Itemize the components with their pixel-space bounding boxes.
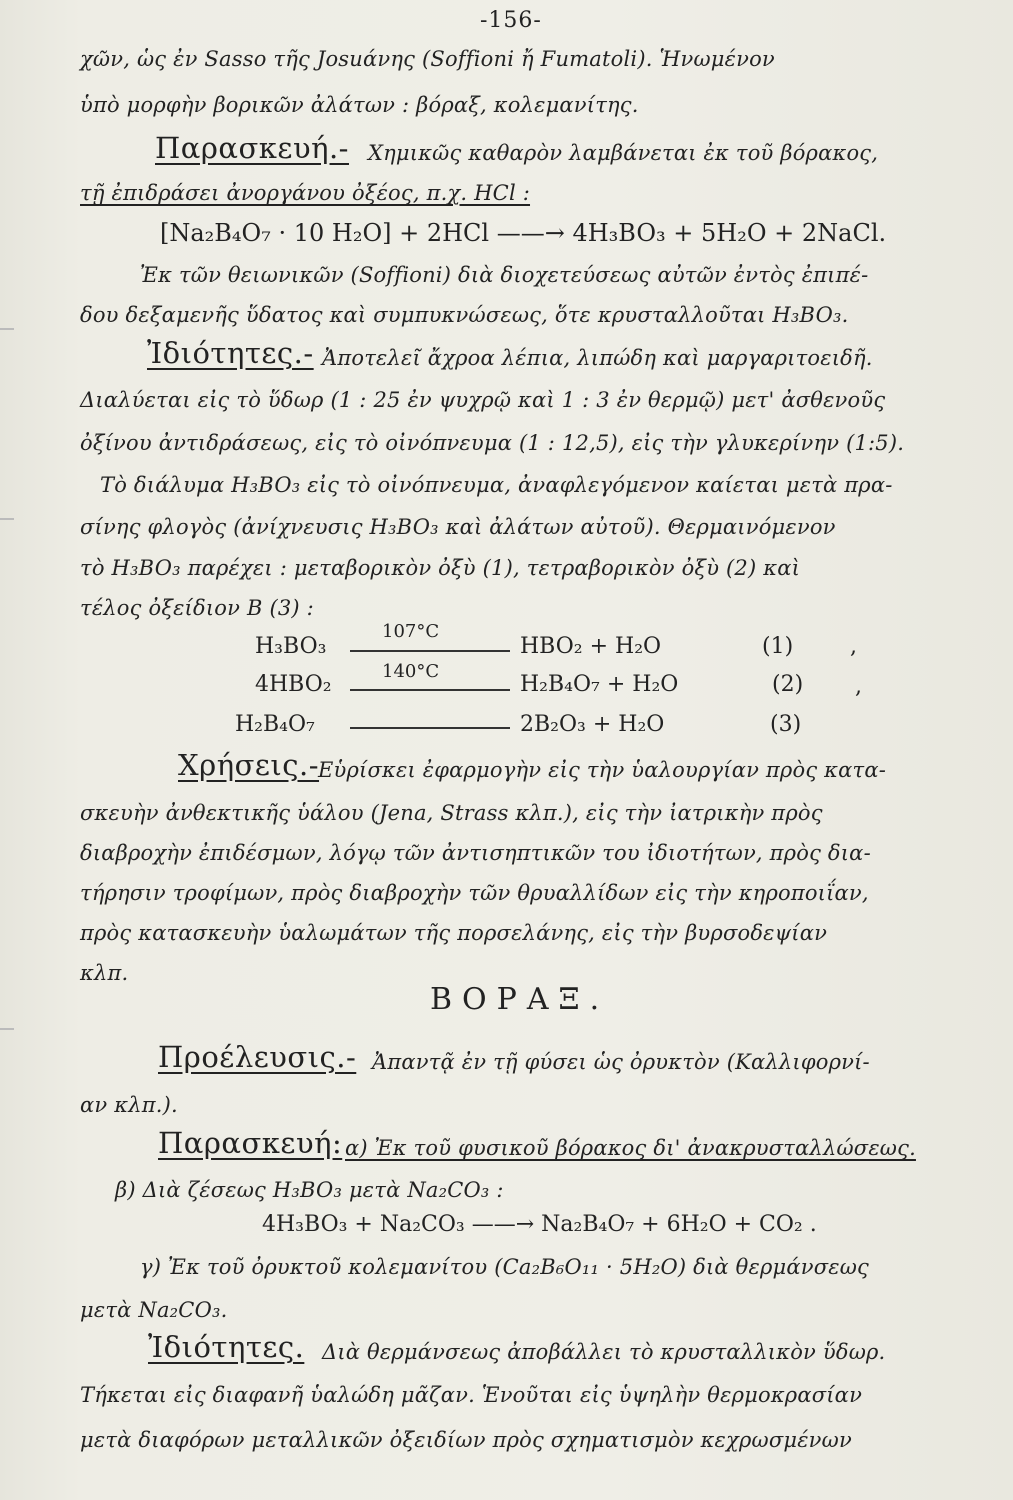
text-line: τῇ ἐπιδράσει ἀνοργάνου ὀξέος, π.χ. HCl : bbox=[80, 181, 531, 205]
text-line: σκευὴν ἀνθεκτικῆς ὑάλου (Jena, Strass κλπ.), εἰς τὴν ἰατρικὴν πρὸς bbox=[80, 801, 823, 825]
text-line: α) Ἐκ τοῦ φυσικοῦ βόρακος δι' ἀνακρυσταλλώσεως. bbox=[345, 1136, 916, 1160]
text-line: Τήκεται εἰς διαφανῆ ὑαλώδη μᾶζαν. Ἑνοῦται εἰς ὑψηλὴν θερμοκρασίαν bbox=[80, 1383, 863, 1407]
section-heading-properties-borax: Ἰδιότητες. bbox=[148, 1330, 305, 1364]
text-line: κλπ. bbox=[80, 961, 129, 985]
text-line: τέλος ὀξείδιον B (3) : bbox=[80, 596, 314, 620]
margin-mark bbox=[0, 518, 14, 520]
reaction-2-condition: 140°C bbox=[382, 661, 440, 682]
reaction-2-reactant: 4HBO₂ bbox=[255, 672, 332, 697]
section-heading-properties: Ἰδιότητες.- bbox=[147, 336, 314, 370]
text-line: Χημικῶς καθαρὸν λαμβάνεται ἐκ τοῦ βόρακος, bbox=[368, 141, 879, 165]
text-line: σίνης φλογὸς (ἀνίχνευσις H₃BO₃ καὶ ἀλάτων αὐτοῦ). Θερμαινόμενον bbox=[80, 515, 836, 539]
reaction-1-reactant: H₃BO₃ bbox=[255, 634, 327, 659]
section-heading-uses: Χρήσεις.- bbox=[178, 748, 320, 782]
margin-mark bbox=[0, 328, 14, 330]
text-line: β) Διὰ ζέσεως H₃BO₃ μετὰ Na₂CO₃ : bbox=[115, 1178, 504, 1202]
text-line: τήρησιν τροφίμων, πρὸς διαβροχὴν τῶν θρυαλλίδων εἰς τὴν κηροποιΐαν, bbox=[80, 881, 869, 905]
reaction-2-product: H₂B₄O₇ + H₂O bbox=[520, 672, 679, 697]
text-line: Διαλύεται εἰς τὸ ὕδωρ (1 : 25 ἐν ψυχρῷ καὶ 1 : 3 ἐν θερμῷ) μετ' ἀσθενοῦς bbox=[80, 388, 886, 412]
text-line: τὸ H₃BO₃ παρέχει : μεταβορικὸν ὀξὺ (1), τετραβορικὸν ὀξὺ (2) καὶ bbox=[80, 556, 801, 580]
text-line: ὀξίνου ἀντιδράσεως, εἰς τὸ οἰνόπνευμα (1 : 12,5), εἰς τὴν γλυκερίνην (1:5). bbox=[80, 431, 905, 455]
reaction-1-condition: 107°C bbox=[382, 621, 440, 642]
reaction-3-number: (3) bbox=[770, 712, 802, 737]
section-heading-preparation: Παρασκευή.- bbox=[155, 131, 349, 165]
text-line: Διὰ θερμάνσεως ἀποβάλλει τὸ κρυσταλλικὸν ὕδωρ. bbox=[322, 1340, 886, 1364]
equation: 4H₃BO₃ + Na₂CO₃ ——→ Na₂B₄O₇ + 6H₂O + CO₂ . bbox=[262, 1212, 817, 1237]
text-line: Ἐκ τῶν θειωνικῶν (Soffioni) διὰ διοχετεύσεως αὐτῶν ἐντὸς ἐπιπέ- bbox=[140, 263, 869, 287]
page-number: -156- bbox=[480, 8, 542, 33]
reaction-arrow bbox=[350, 689, 510, 691]
text-line: ὑπὸ μορφὴν βορικῶν ἀλάτων : βόραξ, κολεμανίτης. bbox=[80, 93, 639, 117]
reaction-arrow bbox=[350, 727, 510, 729]
text-line: Εὑρίσκει ἐφαρμογὴν εἰς τὴν ὑαλουργίαν πρὸς κατα- bbox=[318, 758, 886, 782]
text-line: αν κλπ.). bbox=[80, 1093, 178, 1117]
reaction-1-separator: , bbox=[850, 634, 857, 659]
reaction-2-separator: , bbox=[855, 674, 862, 699]
text-line: Ἀποτελεῖ ἄχροα λέπια, λιπώδη καὶ μαργαριτοειδῆ. bbox=[322, 346, 873, 370]
text-line: διαβροχὴν ἐπιδέσμων, λόγῳ τῶν ἀντισηπτικῶν του ἰδιοτήτων, πρὸς δια- bbox=[80, 841, 871, 865]
reaction-1-product: HBO₂ + H₂O bbox=[520, 634, 662, 659]
section-title-borax: ΒΟΡΑΞ. bbox=[430, 982, 610, 1017]
reaction-1-number: (1) bbox=[762, 634, 794, 659]
section-heading-preparation-borax: Παρασκευή: bbox=[158, 1126, 343, 1160]
text-line: Ἀπαντᾷ ἐν τῇ φύσει ὡς ὀρυκτὸν (Καλλιφορνί- bbox=[372, 1050, 870, 1074]
text-line: πρὸς κατασκευὴν ὑαλωμάτων τῆς πορσελάνης, εἰς τὴν βυρσοδεψίαν bbox=[80, 921, 828, 945]
text-line: δου δεξαμενῆς ὕδατος καὶ συμπυκνώσεως, ὅτε κρυσταλλοῦται H₃BO₃. bbox=[80, 303, 849, 327]
text-line: γ) Ἐκ τοῦ ὀρυκτοῦ κολεμανίτου (Ca₂B₆O₁₁ · 5H₂O) διὰ θερμάνσεως bbox=[140, 1255, 870, 1279]
section-heading-origin: Προέλευσις.- bbox=[158, 1040, 357, 1074]
reaction-3-reactant: H₂B₄O₇ bbox=[235, 712, 315, 737]
reaction-2-number: (2) bbox=[772, 672, 804, 697]
reaction-3-product: 2B₂O₃ + H₂O bbox=[520, 712, 665, 737]
text-line: χῶν, ὡς ἐν Sasso τῆς Josuάνης (Soffioni ἤ Fumatoli). Ἡνωμένον bbox=[80, 47, 775, 71]
text-line: μετὰ Na₂CO₃. bbox=[80, 1298, 228, 1322]
reaction-arrow bbox=[350, 650, 510, 652]
text-line: Τὸ διάλυμα H₃BO₃ εἰς τὸ οἰνόπνευμα, ἀναφλεγόμενον καίεται μετὰ πρα- bbox=[100, 473, 893, 497]
text-line: μετὰ διαφόρων μεταλλικῶν ὀξειδίων πρὸς σχηματισμὸν κεχρωσμένων bbox=[80, 1428, 852, 1452]
equation: [Na₂B₄O₇ · 10 H₂O] + 2HCl ——→ 4H₃BO₃ + 5H₂O + 2NaCl. bbox=[160, 219, 887, 247]
margin-mark bbox=[0, 1028, 14, 1030]
